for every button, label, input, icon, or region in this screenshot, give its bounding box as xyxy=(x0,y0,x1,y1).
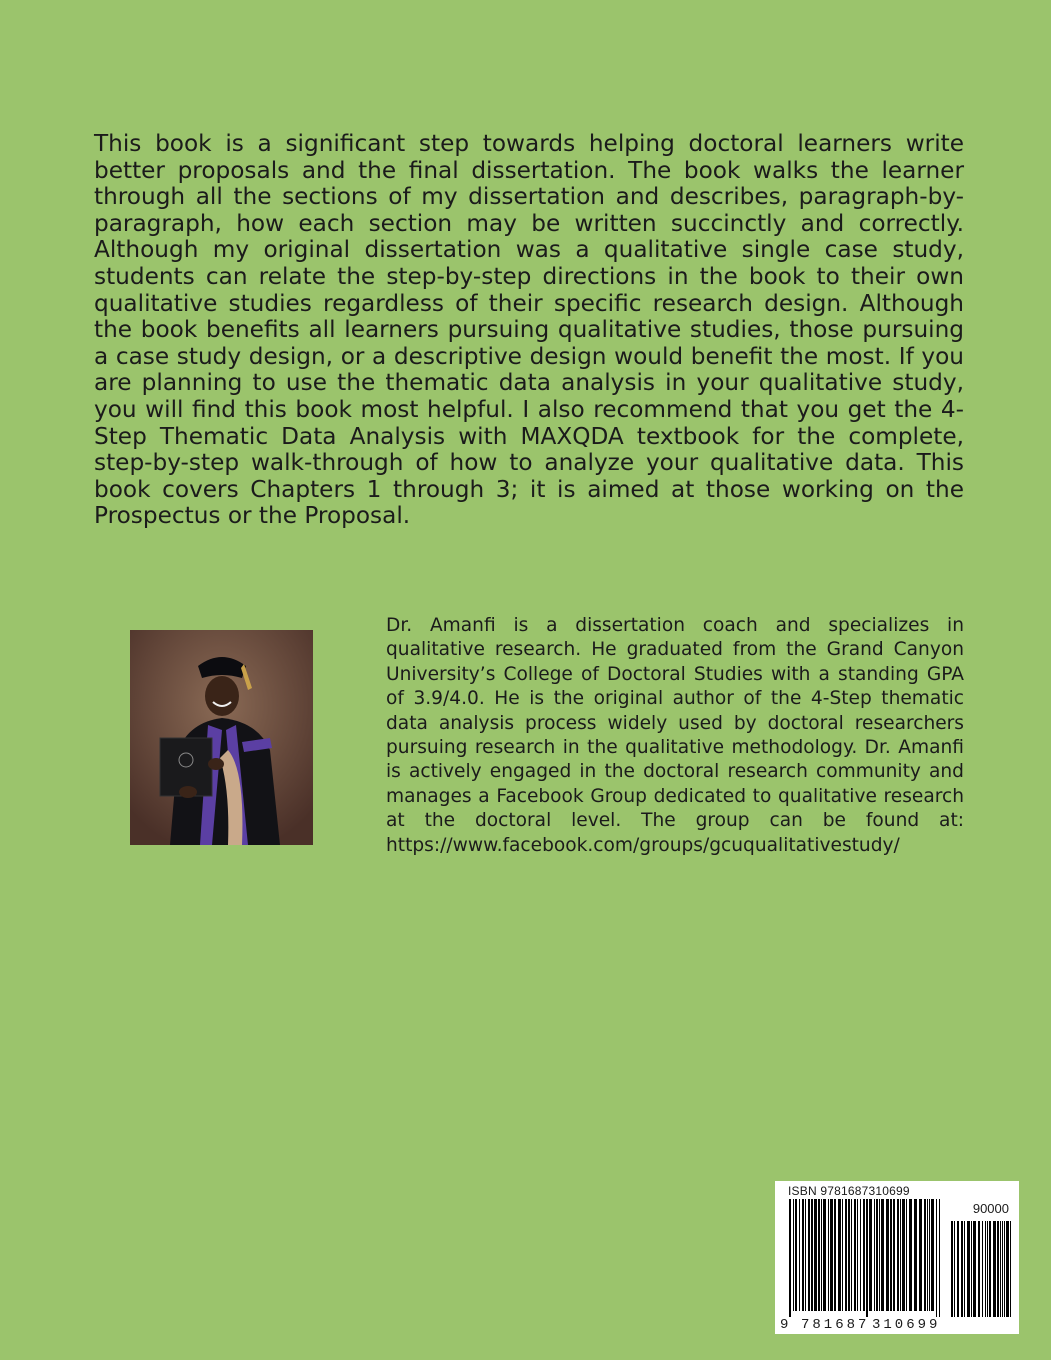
barcode-bar xyxy=(818,1199,820,1311)
price-barcode-bar xyxy=(993,1221,996,1317)
barcode-bar xyxy=(793,1199,794,1311)
price-barcode-bar xyxy=(954,1221,955,1317)
price-barcode-bar xyxy=(1006,1221,1009,1317)
barcode-bar xyxy=(805,1199,806,1311)
barcode-bar xyxy=(842,1199,843,1311)
price-barcode-bar xyxy=(978,1221,980,1317)
barcode-bar xyxy=(929,1199,930,1311)
price-barcode-bar xyxy=(973,1221,976,1317)
barcode-bar xyxy=(799,1199,800,1311)
price-barcode-bar xyxy=(951,1221,953,1317)
barcode-bar xyxy=(897,1199,899,1311)
barcode-bar xyxy=(936,1199,937,1317)
barcode-bar xyxy=(828,1199,829,1311)
price-code: 90000 xyxy=(972,1201,1009,1216)
price-barcode-bar xyxy=(1000,1221,1001,1317)
barcode-bar xyxy=(848,1199,850,1311)
barcode-bar xyxy=(789,1199,791,1317)
barcode-digits-left: 781687 xyxy=(801,1317,870,1333)
barcode-bar xyxy=(860,1199,861,1311)
barcode-bar xyxy=(857,1199,858,1311)
barcode-bar xyxy=(863,1199,865,1311)
price-barcode-bar xyxy=(1004,1221,1005,1317)
barcode-bar xyxy=(814,1199,817,1311)
barcode-bar xyxy=(823,1199,826,1311)
barcode-bar xyxy=(808,1199,810,1311)
price-barcode-bar xyxy=(987,1221,988,1317)
barcode-bar xyxy=(890,1199,892,1311)
barcode-bar xyxy=(851,1199,852,1311)
price-barcode-bar xyxy=(1002,1221,1003,1317)
barcode-bar xyxy=(854,1199,856,1311)
barcode-bar xyxy=(902,1199,905,1311)
barcode-bar xyxy=(927,1199,928,1311)
price-barcode-bar xyxy=(964,1221,965,1317)
price-barcode-bar xyxy=(997,1221,999,1317)
barcode-bar xyxy=(845,1199,847,1311)
barcode-bar xyxy=(939,1199,940,1317)
author-bio: Dr. Amanfi is a dissertation coach and specializes in qualitative research. He graduated from the Grand Canyon University’s College of Doctoral Studies with a standing GPA of 3.9/4.0. He is the original author of the 4-Step thematic data analysis process widely used by doctoral researchers pursuing research in the qualitative methodology. Dr. Amanfi is actively engaged in the doctoral research community and manages a Facebook Group dedicated to qualitative research at the doctoral level. The group can be found at: https://www.facebook.com/groups/gcuqualitativestudy/ xyxy=(386,615,964,856)
barcode-bar xyxy=(881,1199,884,1311)
price-barcode-bar xyxy=(1010,1221,1011,1317)
barcode-bar xyxy=(906,1199,907,1311)
price-barcode-bar xyxy=(961,1221,963,1317)
price-barcode-bar xyxy=(985,1221,986,1317)
barcode-bar xyxy=(879,1199,880,1311)
barcode-bar xyxy=(869,1199,872,1311)
barcode-bar xyxy=(830,1199,833,1311)
barcode-bar xyxy=(919,1199,922,1311)
barcode-bar xyxy=(838,1199,841,1311)
barcode-bar xyxy=(914,1199,917,1311)
price-barcode-bar xyxy=(982,1221,983,1317)
barcode-digits-right: 310699 xyxy=(872,1317,941,1333)
back-cover-blurb: This book is a significant step towards helping doctoral learners write better proposals and the final dissertation. The book walks the learner through all the sections of my dissertation and describes, paragraph-by-paragraph, how each section may be written succinctly and correctly. Although my original dissertation was a qualitative single case study, students can relate the step-by-step directions in the book to their own qualitative studies regardless of their specific research design. Although the book benefits all learners pursuing qualitative studies, those pursuing a case study design, or a descriptive design would benefit the most. If you are planning to use the thematic data analysis in your qualitative study, you will find this book most helpful. I also recommend that you get the 4-Step Thematic Data Analysis with MAXQDA textbook for the complete, step-by-step walk-through of how to analyze your qualitative data. This book covers Chapters 1 through 3; it is aimed at those working on the Prospectus or the Proposal. xyxy=(94,130,964,530)
author-photo xyxy=(130,630,313,845)
price-barcode-bar xyxy=(967,1221,970,1317)
price-barcode-bar xyxy=(989,1221,991,1317)
barcode-bar xyxy=(909,1199,912,1311)
barcode-bar xyxy=(876,1199,878,1311)
barcode-bar xyxy=(893,1199,895,1311)
price-barcode-bar xyxy=(971,1221,972,1317)
barcode-bar xyxy=(811,1199,813,1311)
barcode-bar xyxy=(821,1199,822,1311)
barcode-bar xyxy=(931,1199,934,1311)
barcode-bar xyxy=(924,1199,926,1311)
barcode-bar xyxy=(900,1199,901,1311)
barcode-digit-first: 9 xyxy=(780,1317,789,1333)
barcode-bar xyxy=(866,1199,868,1317)
barcode-bar xyxy=(886,1199,889,1311)
barcode-bars xyxy=(775,1199,1019,1317)
barcode-bar xyxy=(795,1199,797,1311)
price-barcode-bar xyxy=(957,1221,959,1317)
isbn-barcode xyxy=(775,1181,1019,1334)
barcode-bar xyxy=(802,1199,804,1311)
barcode-bar xyxy=(874,1199,875,1311)
isbn-label: ISBN 9781687310699 xyxy=(788,1184,910,1198)
barcode-bar xyxy=(834,1199,836,1311)
